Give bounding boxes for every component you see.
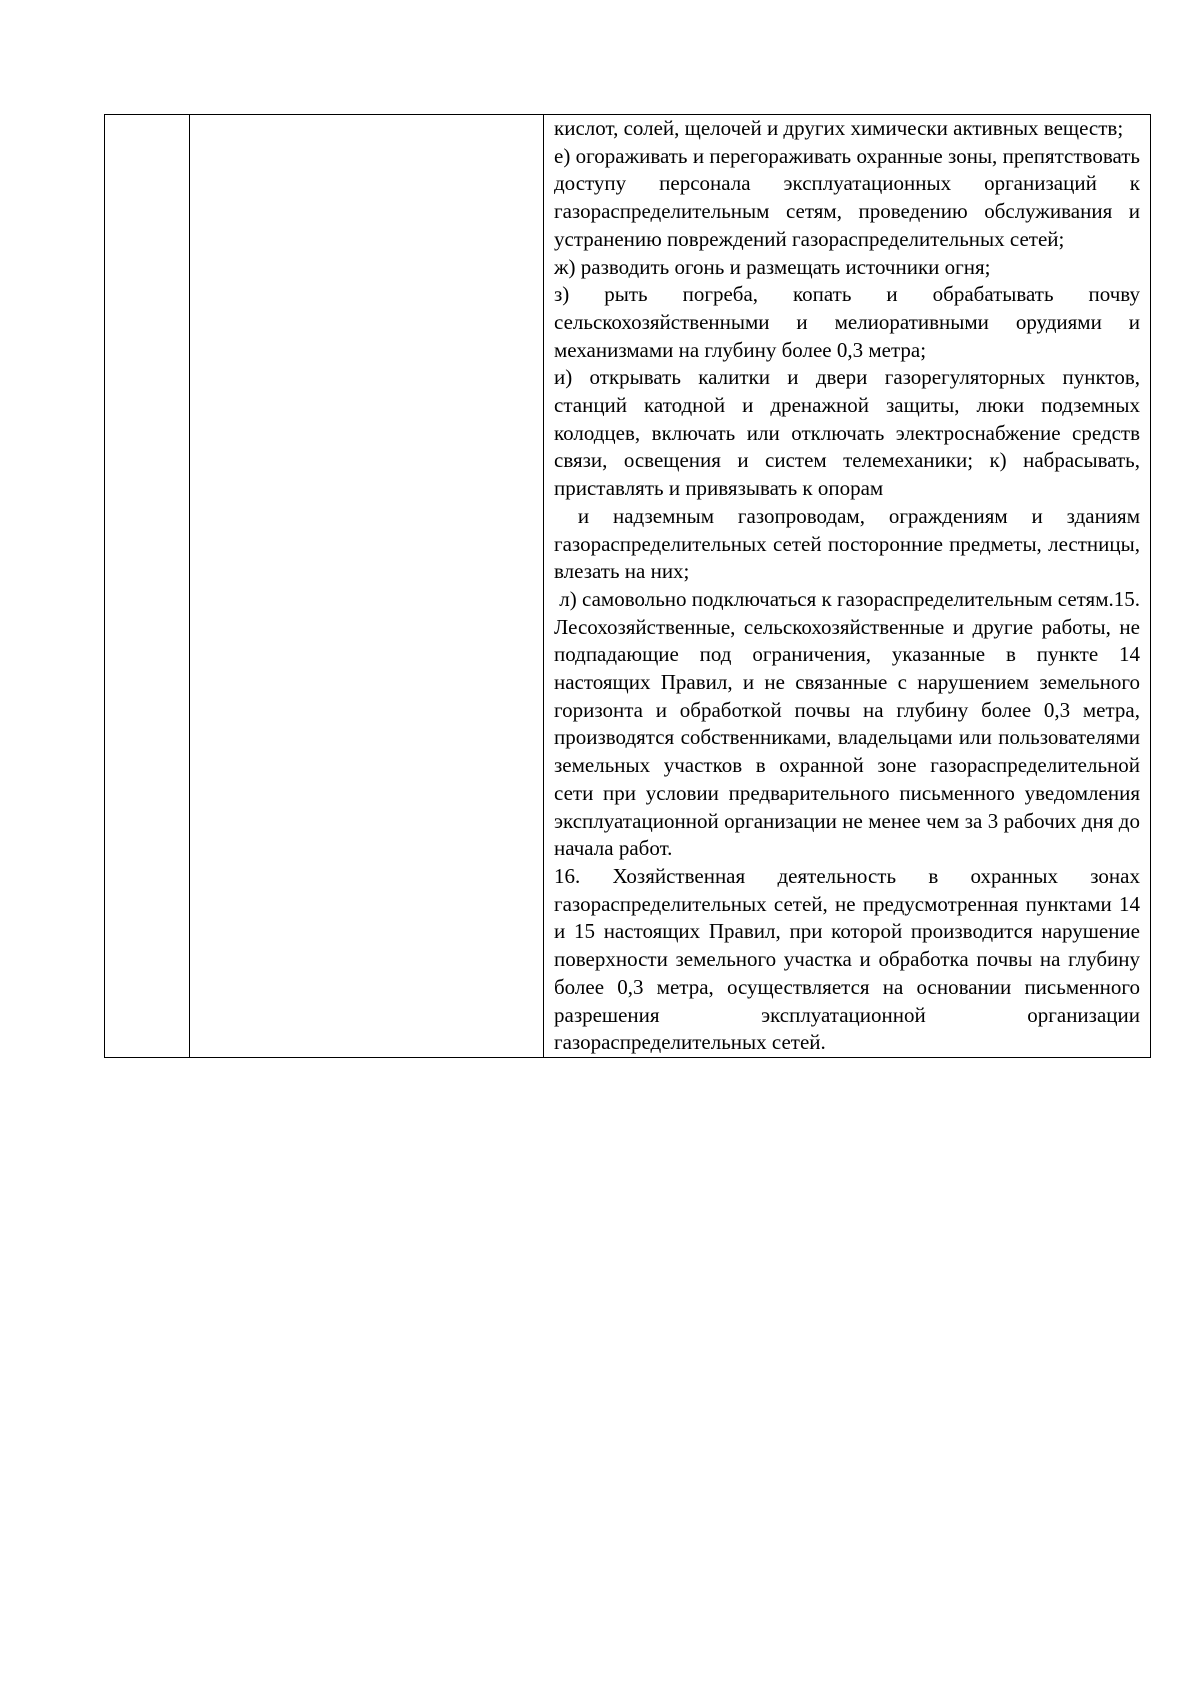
paragraph: л) самовольно подключаться к газораспределительным сетям.15. Лесохозяйственные, сельскохозяйственные и другие работы, не подпадающие под ограничения, указанные в пункте 14 настоящих Правил, и не связанные с нарушением земельного горизонта и обработкой почвы на глубину более 0,3 метра, производятся собственниками, владельцами или пользователями земельных участков в охранной зоне газораспределительной сети при условии предварительного письменного уведомления эксплуатационной организации не менее чем за 3 рабочих дня до начала работ.	[554, 586, 1146, 861]
paragraph: 16. Хозяйственная деятельность в охранных зонах газораспределительных сетей, не предусмотренная пунктами 14 и 15 настоящих Правил, при которой производится нарушение поверхности земельного участка и обработка почвы на глубину более 0,3 метра, осуществляется на основании письменного разрешения эксплуатационной организации газораспределительных сетей.	[554, 863, 1140, 1055]
paragraph: и) открывать калитки и двери газорегуляторных пунктов, станций катодной и дренажной защиты, люки подземных колодцев, включать или отключать электроснабжение средств связи, освещения и систем телемеханики; к) набрасывать, приставлять и привязывать к опорам	[554, 365, 1140, 501]
table-cell-number	[105, 115, 190, 1058]
paragraph: кислот, солей, щелочей и других химически активных веществ;	[554, 116, 1124, 140]
paragraph: з) рыть погреба, копать и обрабатывать почву сельскохозяйственными и мелиоративными орудиями и механизмами на глубину более 0,3 метра;	[554, 282, 1140, 362]
table-cell-content	[544, 115, 1151, 1058]
document-table	[104, 114, 1151, 1058]
paragraph: ж) разводить огонь и размещать источники огня;	[554, 254, 991, 279]
paragraph: и надземным газопроводам, ограждениям и зданиям газораспределительных сетей посторонние предметы, лестницы, влезать на них;	[554, 503, 1146, 584]
paragraph: е) огораживать и перегораживать охранные зоны, препятствовать доступу персонала эксплуатационных организаций к газораспределительным сетям, проведению обслуживания и устранению повреждений газораспределительных сетей;	[554, 143, 1140, 251]
table-cell-title	[190, 115, 544, 1058]
cell-content-text	[544, 115, 1150, 1057]
table-row	[105, 115, 1151, 1058]
